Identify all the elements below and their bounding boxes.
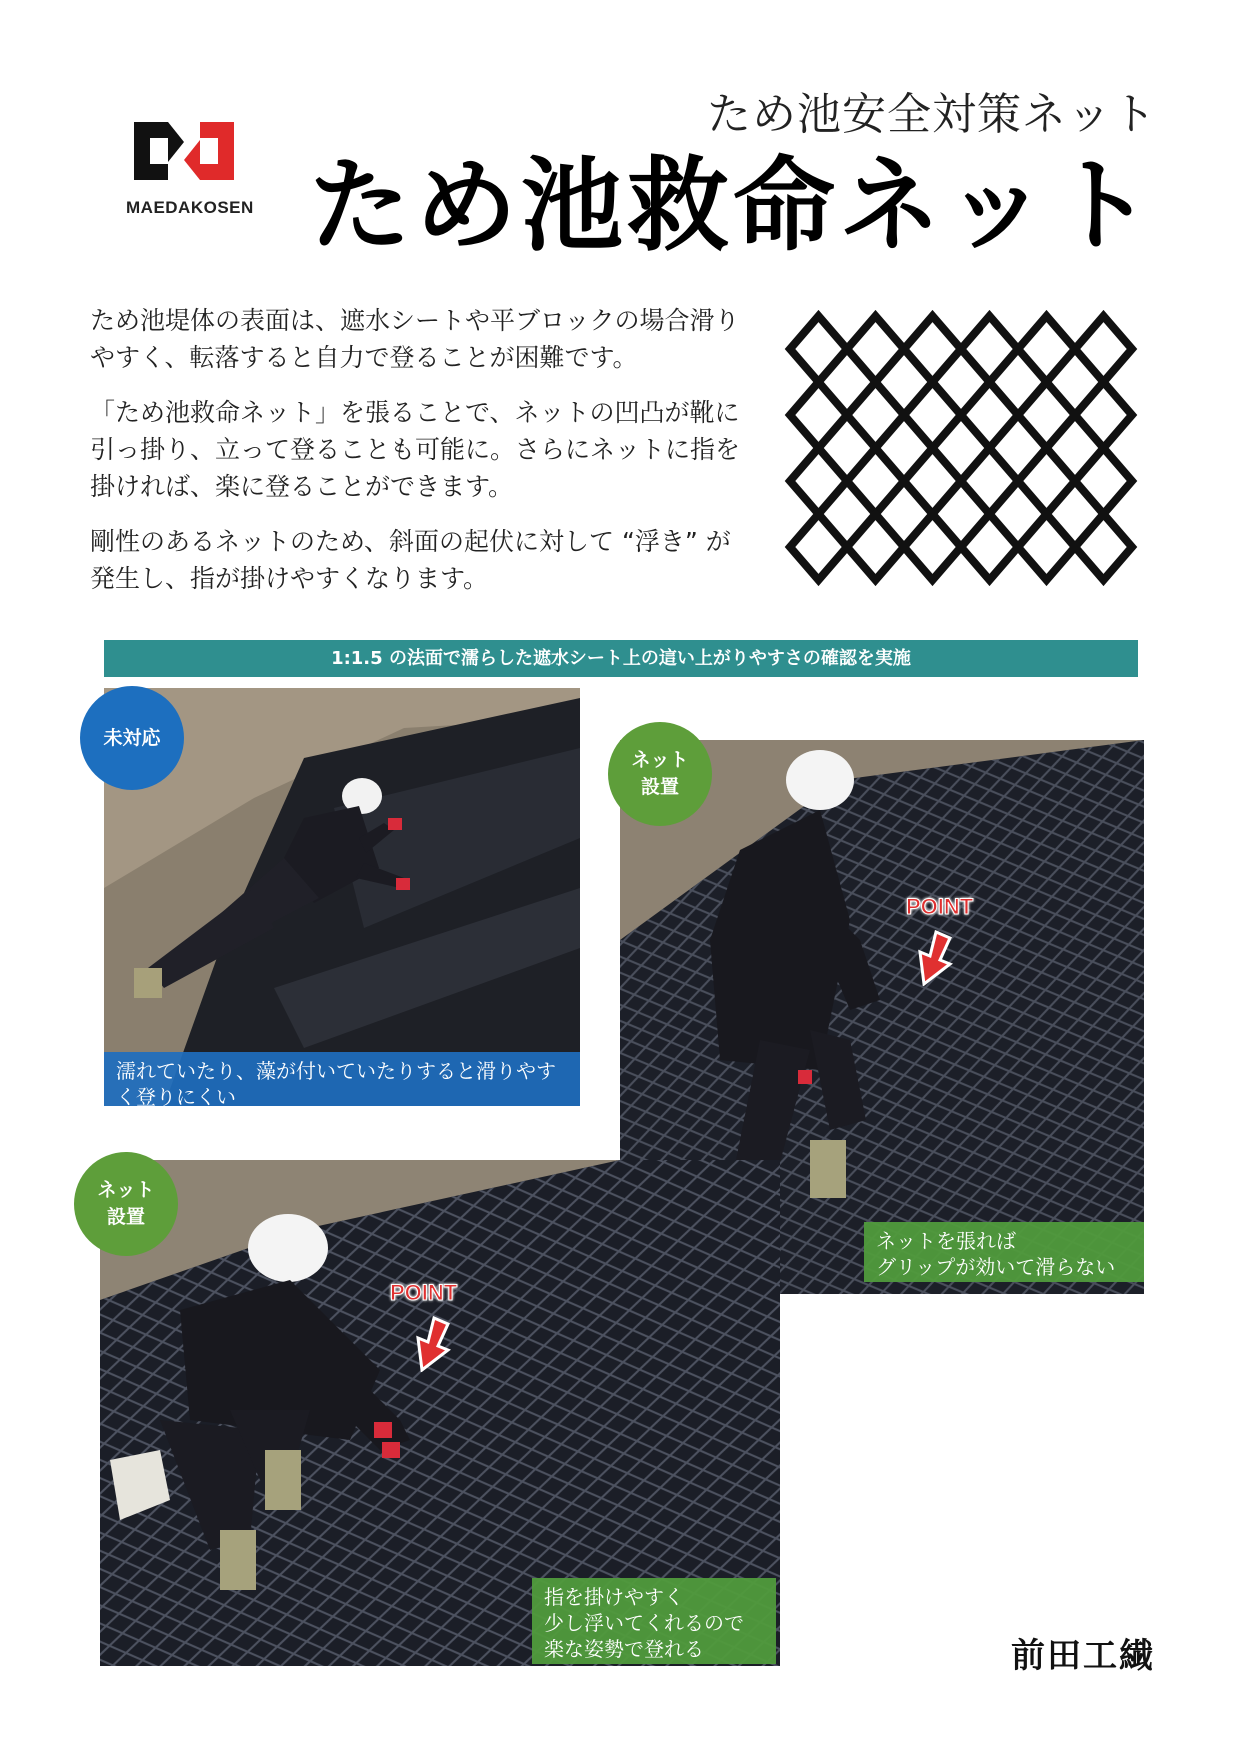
net-cell [1018,448,1075,514]
net-cell [1075,514,1132,580]
net-cell [961,448,1018,514]
net-cell [961,382,1018,448]
footer-brand: 前田工繊 [1011,1636,1155,1676]
test-banner: 1:1.5 の法面で濡らした遮水シート上の這い上がりやすさの確認を実施 [104,640,1138,677]
net-cell [790,382,847,448]
page-subtitle: ため池安全対策ネット [707,89,1157,140]
net-cell [847,514,904,580]
net-cell [1018,514,1075,580]
intro-paragraph: 「ため池救命ネット」を張ることで、ネットの凹凸が靴に引っ掛り、立って登ることも可能に。さらにネットに指を掛ければ、楽に登ることができます。 [90,398,741,501]
net-cell [790,448,847,514]
net-cell [1018,316,1075,382]
intro-paragraph: ため池堤体の表面は、遮水シートや平ブロックの場合滑りやすく、転落すると自力で登ることが困難です。 [90,306,740,372]
net-cell [904,316,961,382]
net-cell [961,316,1018,382]
intro-paragraph: 剛性のあるネットのため、斜面の起伏に対して “浮き” が発生し、指が掛けやすくなります。 [90,527,731,593]
point-arrow-icon [910,930,954,986]
photo-caption: ネットを張れば グリップが効いて滑らない [864,1222,1144,1282]
net-cell [1075,448,1132,514]
net-cell [904,514,961,580]
net-cell [904,382,961,448]
net-cell [847,316,904,382]
net-illustration [782,308,1140,588]
net-cell [847,448,904,514]
logo-text: MAEDAKOSEN [126,198,254,217]
logo-mark-icon [128,112,240,190]
net-cell [847,382,904,448]
net-cell [904,448,961,514]
status-badge-net-installed: ネット 設置 [608,722,712,826]
status-badge-untreated: 未対応 [80,686,184,790]
point-label: POINT [906,894,974,919]
net-cell [1018,382,1075,448]
photo-caption: 濡れていたり、藻が付いていたりすると滑りやすく登りにくい [104,1052,580,1106]
company-logo [126,112,254,230]
status-badge-net-installed: ネット 設置 [74,1152,178,1256]
point-arrow-icon [408,1316,452,1372]
net-cell [1075,316,1132,382]
photo-caption: 指を掛けやすく 少し浮いてくれるので 楽な姿勢で登れる [532,1578,776,1664]
net-cell [790,514,847,580]
page-title: ため池救命ネット [309,147,1157,266]
point-label: POINT [390,1280,458,1305]
net-cell [961,514,1018,580]
intro-text [90,302,750,615]
net-cell [1075,382,1132,448]
net-cell [790,316,847,382]
